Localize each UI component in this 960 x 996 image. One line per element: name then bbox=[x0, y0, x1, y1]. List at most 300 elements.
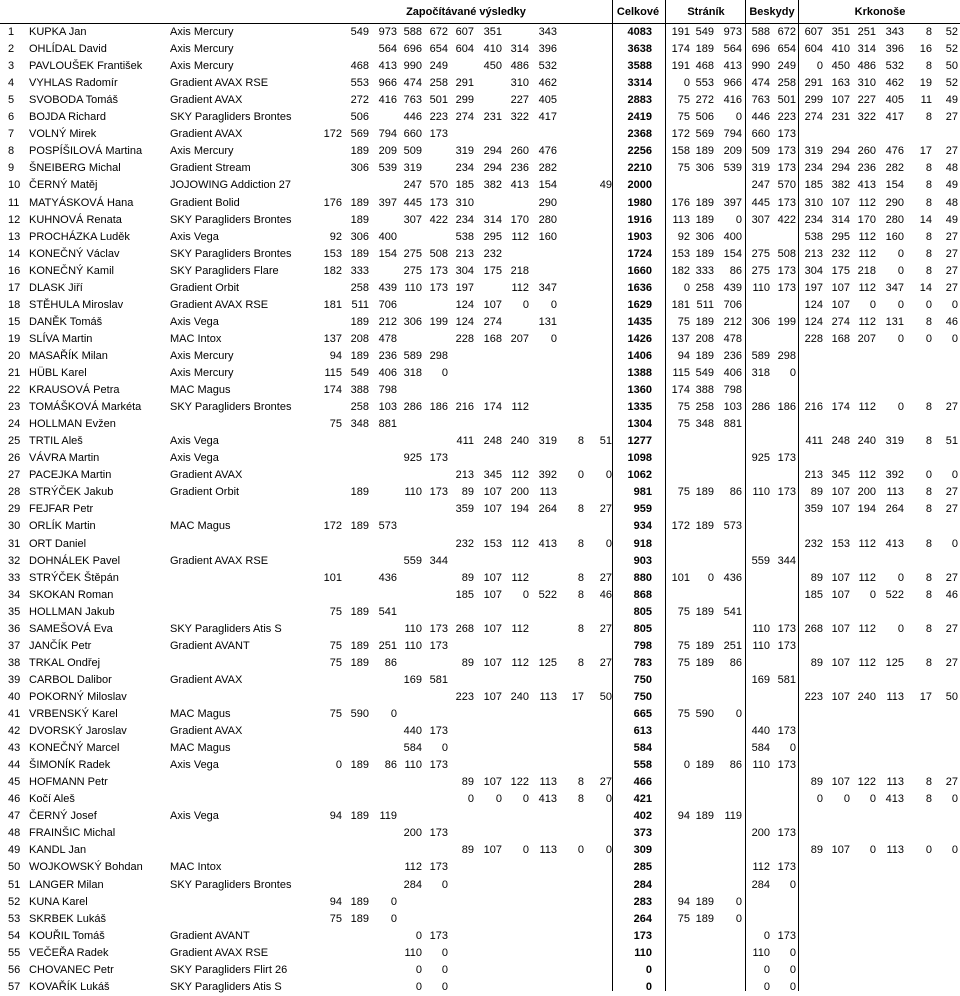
krkonose-cell: 0 bbox=[869, 299, 876, 311]
krkonose-cell: 604 bbox=[804, 43, 823, 55]
score-cell: 213 bbox=[455, 248, 474, 260]
stranik-cell: 189 bbox=[695, 640, 714, 652]
krkonose-cell: 185 bbox=[804, 179, 823, 191]
krkonose-cell: 216 bbox=[804, 401, 823, 413]
divider-line bbox=[612, 0, 613, 991]
score-cell: 397 bbox=[378, 197, 397, 209]
score-cell: 169 bbox=[403, 674, 422, 686]
glider-cell: SKY Paragliders Brontes bbox=[170, 879, 292, 891]
beskydy-cell: 446 bbox=[751, 111, 770, 123]
score-cell: 17 bbox=[571, 691, 584, 703]
krkonose-cell: 27 bbox=[945, 282, 958, 294]
beskydy-cell: 223 bbox=[777, 111, 796, 123]
score-cell: 182 bbox=[323, 265, 342, 277]
score-cell: 392 bbox=[538, 469, 557, 481]
beskydy-cell: 298 bbox=[777, 350, 796, 362]
score-cell: 173 bbox=[429, 486, 448, 498]
krkonose-cell: 413 bbox=[885, 538, 904, 550]
stranik-cell: 973 bbox=[723, 26, 742, 38]
krkonose-cell: 227 bbox=[857, 94, 876, 106]
score-cell: 413 bbox=[538, 793, 557, 805]
krkonose-cell: 450 bbox=[831, 60, 850, 72]
stranik-cell: 439 bbox=[723, 282, 742, 294]
rank-cell: 18 bbox=[8, 299, 21, 311]
score-cell: 189 bbox=[350, 896, 369, 908]
beskydy-cell: 0 bbox=[763, 981, 770, 993]
score-cell: 110 bbox=[404, 282, 422, 294]
krkonose-cell: 0 bbox=[897, 401, 904, 413]
total-cell: 2419 bbox=[627, 111, 652, 123]
glider-cell: SKY Paragliders Brontes bbox=[170, 401, 292, 413]
total-cell: 934 bbox=[633, 520, 652, 532]
pilot-name-cell: FEJFAR Petr bbox=[29, 503, 94, 515]
krkonose-cell: 8 bbox=[925, 60, 932, 72]
score-cell: 112 bbox=[511, 282, 529, 294]
total-cell: 173 bbox=[633, 930, 652, 942]
krkonose-cell: 231 bbox=[831, 111, 850, 123]
score-cell: 0 bbox=[390, 896, 397, 908]
score-cell: 27 bbox=[599, 623, 612, 635]
score-cell: 0 bbox=[335, 759, 342, 771]
score-cell: 486 bbox=[510, 60, 529, 72]
rank-cell: 30 bbox=[8, 520, 21, 532]
score-cell: 549 bbox=[350, 26, 369, 38]
score-cell: 474 bbox=[403, 77, 422, 89]
score-cell: 27 bbox=[599, 657, 612, 669]
score-cell: 541 bbox=[378, 606, 397, 618]
krkonose-cell: 319 bbox=[804, 145, 823, 157]
score-cell: 173 bbox=[429, 623, 448, 635]
score-cell: 107 bbox=[483, 299, 502, 311]
rank-cell: 55 bbox=[8, 947, 21, 959]
krkonose-cell: 274 bbox=[804, 111, 823, 123]
score-cell: 110 bbox=[404, 759, 422, 771]
beskydy-cell: 509 bbox=[751, 145, 770, 157]
krkonose-cell: 299 bbox=[804, 94, 823, 106]
pilot-name-cell: SLÍVA Martin bbox=[29, 333, 93, 345]
pilot-name-cell: STRÝČEK Štěpán bbox=[29, 572, 119, 584]
krkonose-cell: 125 bbox=[885, 657, 904, 669]
rank-cell: 11 bbox=[8, 197, 20, 209]
stranik-cell: 251 bbox=[723, 640, 742, 652]
beskydy-cell: 284 bbox=[751, 879, 770, 891]
score-cell: 112 bbox=[404, 861, 422, 873]
glider-cell: SKY Paragliders Brontes bbox=[170, 248, 292, 260]
stranik-cell: 75 bbox=[677, 162, 690, 174]
score-cell: 8 bbox=[577, 589, 584, 601]
glider-cell: MAC Magus bbox=[170, 742, 231, 754]
score-cell: 590 bbox=[350, 708, 369, 720]
total-cell: 805 bbox=[633, 623, 652, 635]
score-cell: 290 bbox=[538, 197, 557, 209]
krkonose-cell: 11 bbox=[920, 94, 932, 106]
glider-cell: MAC Intox bbox=[170, 333, 222, 345]
stranik-cell: 158 bbox=[671, 145, 690, 157]
score-cell: 881 bbox=[378, 418, 397, 430]
krkonose-cell: 8 bbox=[925, 486, 932, 498]
glider-cell: Axis Mercury bbox=[170, 367, 234, 379]
rank-cell: 45 bbox=[8, 776, 21, 788]
score-cell: 274 bbox=[483, 316, 502, 328]
krkonose-cell: 27 bbox=[945, 776, 958, 788]
beskydy-cell: 258 bbox=[777, 77, 796, 89]
score-cell: 107 bbox=[483, 572, 502, 584]
score-cell: 439 bbox=[378, 282, 397, 294]
krkonose-cell: 410 bbox=[831, 43, 850, 55]
rank-cell: 10 bbox=[8, 179, 21, 191]
stranik-cell: 86 bbox=[729, 486, 742, 498]
score-cell: 0 bbox=[605, 538, 612, 550]
total-cell: 1426 bbox=[627, 333, 652, 345]
score-cell: 124 bbox=[455, 299, 474, 311]
score-cell: 154 bbox=[378, 248, 397, 260]
beskydy-cell: 474 bbox=[751, 77, 770, 89]
beskydy-cell: 318 bbox=[751, 367, 770, 379]
pilot-name-cell: SKRBEK Lukáš bbox=[29, 913, 107, 925]
score-cell: 344 bbox=[429, 555, 448, 567]
stranik-cell: 258 bbox=[695, 401, 714, 413]
header-celkove: Celkové bbox=[616, 6, 660, 18]
krkonose-cell: 476 bbox=[885, 145, 904, 157]
total-cell: 903 bbox=[633, 555, 652, 567]
stranik-cell: 189 bbox=[695, 913, 714, 925]
score-cell: 212 bbox=[378, 316, 397, 328]
beskydy-cell: 173 bbox=[777, 930, 796, 942]
score-cell: 8 bbox=[577, 776, 584, 788]
score-cell: 319 bbox=[403, 162, 422, 174]
score-cell: 522 bbox=[538, 589, 557, 601]
pilot-name-cell: DOHNÁLEK Pavel bbox=[29, 555, 121, 567]
rank-cell: 20 bbox=[8, 350, 21, 362]
beskydy-cell: 0 bbox=[789, 879, 796, 891]
score-cell: 213 bbox=[455, 469, 474, 481]
score-cell: 110 bbox=[404, 486, 422, 498]
beskydy-cell: 286 bbox=[751, 401, 770, 413]
rank-cell: 5 bbox=[8, 94, 15, 106]
pilot-name-cell: CHOVANEC Petr bbox=[29, 964, 114, 976]
score-cell: 112 bbox=[511, 401, 529, 413]
score-cell: 925 bbox=[403, 452, 422, 464]
stranik-cell: 436 bbox=[723, 572, 742, 584]
beskydy-cell: 925 bbox=[751, 452, 770, 464]
beskydy-cell: 584 bbox=[751, 742, 770, 754]
rank-cell: 32 bbox=[8, 555, 21, 567]
pilot-name-cell: ČERNÝ Josef bbox=[29, 810, 97, 822]
stranik-cell: 478 bbox=[723, 333, 742, 345]
score-cell: 189 bbox=[350, 145, 369, 157]
stranik-cell: 174 bbox=[671, 384, 690, 396]
score-cell: 347 bbox=[538, 282, 557, 294]
score-cell: 319 bbox=[455, 145, 474, 157]
krkonose-cell: 8 bbox=[925, 231, 932, 243]
score-cell: 532 bbox=[538, 60, 557, 72]
stranik-cell: 75 bbox=[677, 316, 690, 328]
glider-cell: Axis Vega bbox=[170, 231, 219, 243]
score-cell: 508 bbox=[429, 248, 448, 260]
rank-cell: 28 bbox=[8, 486, 21, 498]
krkonose-cell: 218 bbox=[857, 265, 876, 277]
score-cell: 258 bbox=[350, 401, 369, 413]
pilot-name-cell: KANDL Jan bbox=[29, 844, 87, 856]
total-cell: 665 bbox=[633, 708, 652, 720]
score-cell: 476 bbox=[538, 145, 557, 157]
score-cell: 125 bbox=[538, 657, 557, 669]
score-cell: 798 bbox=[378, 384, 397, 396]
glider-cell: Gradient AVAX bbox=[170, 725, 243, 737]
beskydy-cell: 173 bbox=[777, 640, 796, 652]
score-cell: 174 bbox=[483, 401, 502, 413]
score-cell: 185 bbox=[455, 179, 474, 191]
krkonose-cell: 310 bbox=[857, 77, 876, 89]
krkonose-cell: 234 bbox=[804, 162, 823, 174]
beskydy-cell: 173 bbox=[777, 759, 796, 771]
krkonose-cell: 0 bbox=[925, 844, 932, 856]
glider-cell: Gradient Orbit bbox=[170, 282, 240, 294]
score-cell: 131 bbox=[538, 316, 557, 328]
krkonose-cell: 0 bbox=[843, 793, 850, 805]
krkonose-cell: 343 bbox=[885, 26, 904, 38]
score-cell: 122 bbox=[510, 776, 529, 788]
stranik-cell: 181 bbox=[671, 299, 690, 311]
krkonose-cell: 112 bbox=[858, 572, 876, 584]
stranik-cell: 468 bbox=[695, 60, 714, 72]
score-cell: 307 bbox=[403, 214, 422, 226]
stranik-cell: 258 bbox=[695, 282, 714, 294]
total-cell: 1360 bbox=[627, 384, 652, 396]
stranik-cell: 189 bbox=[695, 248, 714, 260]
beskydy-cell: 696 bbox=[751, 43, 770, 55]
score-cell: 173 bbox=[429, 725, 448, 737]
score-cell: 189 bbox=[350, 759, 369, 771]
krkonose-cell: 0 bbox=[951, 333, 958, 345]
total-cell: 2256 bbox=[627, 145, 652, 157]
pilot-name-cell: VYHLAS Radomír bbox=[29, 77, 118, 89]
score-cell: 274 bbox=[455, 111, 474, 123]
glider-cell: Axis Vega bbox=[170, 316, 219, 328]
krkonose-cell: 89 bbox=[810, 572, 823, 584]
score-cell: 0 bbox=[577, 469, 584, 481]
pilot-name-cell: OHLÍDAL David bbox=[29, 43, 107, 55]
pilot-name-cell: TRKAL Ondřej bbox=[29, 657, 101, 669]
glider-cell: SKY Paragliders Brontes bbox=[170, 111, 292, 123]
glider-cell: SKY Paragliders Brontes bbox=[170, 214, 292, 226]
total-cell: 1406 bbox=[627, 350, 652, 362]
krkonose-cell: 107 bbox=[831, 691, 850, 703]
krkonose-cell: 251 bbox=[857, 26, 876, 38]
score-cell: 189 bbox=[350, 640, 369, 652]
score-cell: 189 bbox=[350, 350, 369, 362]
stranik-cell: 333 bbox=[695, 265, 714, 277]
rank-cell: 23 bbox=[8, 401, 21, 413]
score-cell: 0 bbox=[550, 299, 557, 311]
krkonose-cell: 48 bbox=[945, 162, 958, 174]
rank-cell: 19 bbox=[8, 333, 21, 345]
score-cell: 569 bbox=[350, 128, 369, 140]
score-cell: 92 bbox=[329, 231, 342, 243]
score-cell: 112 bbox=[511, 231, 529, 243]
score-cell: 113 bbox=[539, 691, 557, 703]
krkonose-cell: 8 bbox=[925, 589, 932, 601]
krkonose-cell: 0 bbox=[951, 538, 958, 550]
krkonose-cell: 50 bbox=[945, 60, 958, 72]
krkonose-cell: 486 bbox=[857, 60, 876, 72]
krkonose-cell: 49 bbox=[945, 179, 958, 191]
score-cell: 175 bbox=[483, 265, 502, 277]
rank-cell: 38 bbox=[8, 657, 21, 669]
krkonose-cell: 295 bbox=[831, 231, 850, 243]
krkonose-cell: 112 bbox=[858, 316, 876, 328]
score-cell: 272 bbox=[350, 94, 369, 106]
glider-cell: Gradient AVAX RSE bbox=[170, 77, 269, 89]
total-cell: 1277 bbox=[627, 435, 652, 447]
stranik-cell: 706 bbox=[723, 299, 742, 311]
krkonose-cell: 260 bbox=[857, 145, 876, 157]
krkonose-cell: 8 bbox=[925, 401, 932, 413]
stranik-cell: 209 bbox=[723, 145, 742, 157]
rank-cell: 9 bbox=[8, 162, 15, 174]
beskydy-cell: 173 bbox=[777, 128, 796, 140]
stranik-cell: 212 bbox=[723, 316, 742, 328]
score-cell: 112 bbox=[511, 469, 529, 481]
glider-cell: SKY Paragliders Atis S bbox=[170, 623, 282, 635]
beskydy-cell: 110 bbox=[752, 623, 770, 635]
beskydy-cell: 110 bbox=[752, 282, 770, 294]
score-cell: 306 bbox=[350, 231, 369, 243]
rank-cell: 57 bbox=[8, 981, 21, 993]
stranik-cell: 75 bbox=[677, 708, 690, 720]
beskydy-cell: 173 bbox=[777, 725, 796, 737]
score-cell: 564 bbox=[378, 43, 397, 55]
krkonose-cell: 112 bbox=[858, 657, 876, 669]
pilot-name-cell: VRBENSKÝ Karel bbox=[29, 708, 118, 720]
stranik-cell: 189 bbox=[695, 759, 714, 771]
score-cell: 0 bbox=[415, 981, 422, 993]
stranik-cell: 189 bbox=[695, 810, 714, 822]
krkonose-cell: 27 bbox=[945, 145, 958, 157]
krkonose-cell: 0 bbox=[869, 844, 876, 856]
score-cell: 113 bbox=[539, 486, 557, 498]
beskydy-cell: 275 bbox=[751, 265, 770, 277]
stranik-cell: 881 bbox=[723, 418, 742, 430]
beskydy-cell: 110 bbox=[752, 947, 770, 959]
rank-cell: 42 bbox=[8, 725, 21, 737]
score-cell: 333 bbox=[350, 265, 369, 277]
score-cell: 181 bbox=[323, 299, 342, 311]
score-cell: 251 bbox=[378, 640, 397, 652]
krkonose-cell: 413 bbox=[857, 179, 876, 191]
score-cell: 218 bbox=[510, 265, 529, 277]
glider-cell: Axis Vega bbox=[170, 810, 219, 822]
krkonose-cell: 538 bbox=[804, 231, 823, 243]
stranik-cell: 113 bbox=[672, 214, 690, 226]
total-cell: 1636 bbox=[627, 282, 652, 294]
score-cell: 8 bbox=[577, 538, 584, 550]
stranik-cell: 348 bbox=[695, 418, 714, 430]
score-cell: 291 bbox=[455, 77, 474, 89]
krkonose-cell: 113 bbox=[886, 844, 904, 856]
stranik-cell: 182 bbox=[671, 265, 690, 277]
score-cell: 413 bbox=[538, 538, 557, 550]
score-cell: 231 bbox=[483, 111, 502, 123]
score-cell: 413 bbox=[378, 60, 397, 72]
glider-cell: MAC Magus bbox=[170, 384, 231, 396]
score-cell: 0 bbox=[415, 964, 422, 976]
score-cell: 348 bbox=[350, 418, 369, 430]
stranik-cell: 189 bbox=[695, 606, 714, 618]
krkonose-cell: 107 bbox=[831, 572, 850, 584]
krkonose-cell: 107 bbox=[831, 623, 850, 635]
score-cell: 50 bbox=[599, 691, 612, 703]
total-cell: 284 bbox=[633, 879, 652, 891]
score-cell: 559 bbox=[403, 555, 422, 567]
score-cell: 173 bbox=[429, 197, 448, 209]
total-cell: 1062 bbox=[627, 469, 652, 481]
pilot-name-cell: TOMÁŠKOVÁ Markéta bbox=[29, 401, 142, 413]
stranik-cell: 0 bbox=[735, 214, 742, 226]
score-cell: 46 bbox=[599, 589, 612, 601]
krkonose-cell: 0 bbox=[951, 299, 958, 311]
total-cell: 466 bbox=[633, 776, 652, 788]
score-cell: 0 bbox=[441, 879, 448, 891]
total-cell: 285 bbox=[633, 861, 652, 873]
stranik-cell: 75 bbox=[677, 418, 690, 430]
beskydy-cell: 173 bbox=[777, 861, 796, 873]
krkonose-cell: 8 bbox=[925, 111, 932, 123]
score-cell: 446 bbox=[403, 111, 422, 123]
krkonose-cell: 27 bbox=[945, 572, 958, 584]
score-cell: 94 bbox=[329, 810, 342, 822]
beskydy-cell: 247 bbox=[751, 179, 770, 191]
total-cell: 373 bbox=[633, 827, 652, 839]
beskydy-cell: 275 bbox=[751, 248, 770, 260]
score-cell: 168 bbox=[483, 333, 502, 345]
beskydy-cell: 508 bbox=[777, 248, 796, 260]
rank-cell: 13 bbox=[8, 231, 21, 243]
krkonose-cell: 52 bbox=[945, 43, 958, 55]
krkonose-cell: 46 bbox=[945, 316, 958, 328]
total-cell: 584 bbox=[633, 742, 652, 754]
krkonose-cell: 163 bbox=[831, 77, 850, 89]
total-cell: 309 bbox=[633, 844, 652, 856]
beskydy-cell: 672 bbox=[777, 26, 796, 38]
score-cell: 107 bbox=[483, 691, 502, 703]
krkonose-cell: 0 bbox=[925, 299, 932, 311]
beskydy-cell: 249 bbox=[777, 60, 796, 72]
beskydy-cell: 173 bbox=[777, 162, 796, 174]
pilot-name-cell: DANĚK Tomáš bbox=[29, 316, 103, 328]
rank-cell: 8 bbox=[8, 145, 15, 157]
krkonose-cell: 112 bbox=[858, 401, 876, 413]
krkonose-cell: 0 bbox=[816, 60, 823, 72]
krkonose-cell: 0 bbox=[869, 589, 876, 601]
stranik-cell: 306 bbox=[695, 162, 714, 174]
score-cell: 298 bbox=[429, 350, 448, 362]
total-cell: 1724 bbox=[627, 248, 652, 260]
score-cell: 450 bbox=[483, 60, 502, 72]
score-cell: 275 bbox=[403, 265, 422, 277]
score-cell: 174 bbox=[323, 384, 342, 396]
glider-cell: Axis Mercury bbox=[170, 145, 234, 157]
krkonose-cell: 27 bbox=[945, 248, 958, 260]
score-cell: 107 bbox=[483, 776, 502, 788]
score-cell: 299 bbox=[455, 94, 474, 106]
pilot-name-cell: HÜBL Karel bbox=[29, 367, 87, 379]
score-cell: 654 bbox=[429, 43, 448, 55]
score-cell: 286 bbox=[403, 401, 422, 413]
total-cell: 2210 bbox=[627, 162, 652, 174]
score-cell: 0 bbox=[550, 333, 557, 345]
stranik-cell: 966 bbox=[723, 77, 742, 89]
